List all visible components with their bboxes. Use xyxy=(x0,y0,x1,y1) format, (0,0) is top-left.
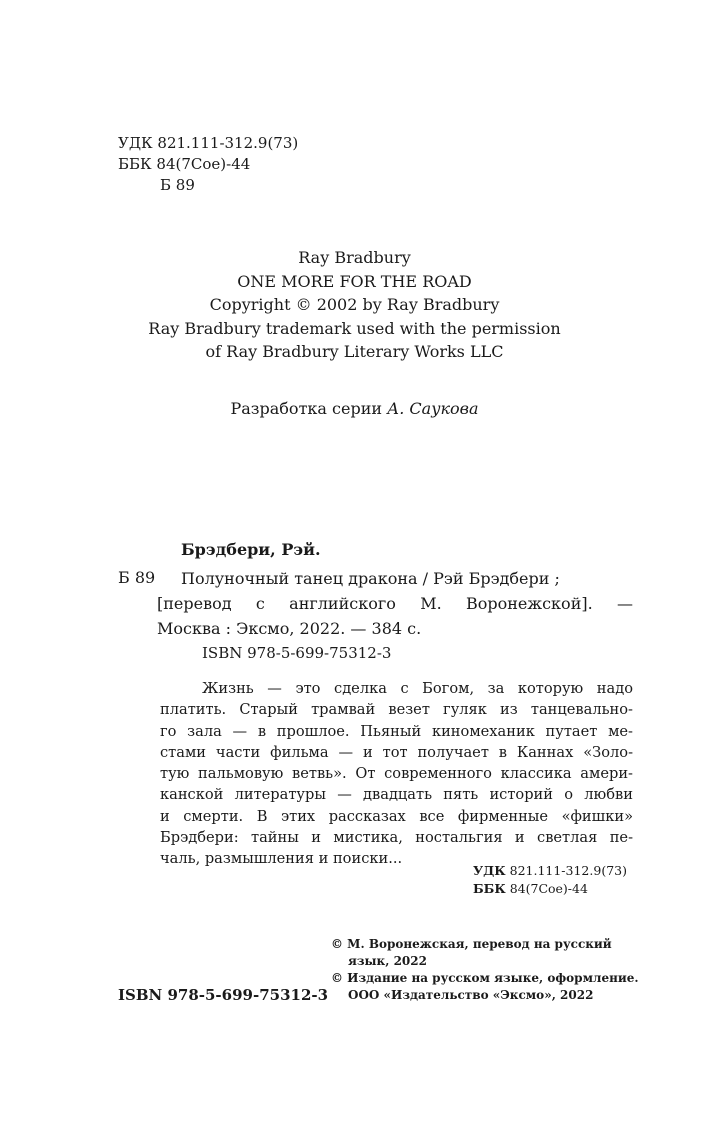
author-en: Ray Bradbury xyxy=(298,248,411,267)
trademark-line-2: of Ray Bradbury Literary Works LLC xyxy=(205,342,504,361)
footer-udk xyxy=(473,862,627,880)
catalog-author: Брэдбери, Рэй. xyxy=(181,540,321,559)
footer-udk-value: 821.111-312.9(73) xyxy=(505,863,627,878)
annotation-line: канской литературы — двадцать пять историй о любви xyxy=(160,786,633,804)
copyright-line: Copyright © 2002 by Ray Bradbury xyxy=(209,295,500,314)
biblio-line-1: Полуночный танец дракона / Рэй Брэдбери ; xyxy=(181,569,560,588)
footer-bbk-label: ББК xyxy=(473,881,506,896)
copyright-notices xyxy=(331,936,639,1004)
series-label: Разработка серии xyxy=(230,398,388,418)
footer-udk-label: УДК xyxy=(473,863,506,878)
title-en: ONE MORE FOR THE ROAD xyxy=(237,271,472,291)
annotation-line: чаль, размышления и поиски... xyxy=(160,850,403,868)
bbk-code: ББК 84(7Сое)-44 xyxy=(118,155,251,173)
udk-code: УДК 821.111-312.9(73) xyxy=(118,134,299,152)
series-designer: А. Саукова xyxy=(387,398,479,418)
edition-copyright-cont: ООО «Издательство «Эксмо», 2022 xyxy=(348,988,594,1002)
translation-copyright-cont: язык, 2022 xyxy=(348,954,427,968)
trademark-line-1: Ray Bradbury trademark used with the permission xyxy=(148,318,561,338)
catalog-index: Б 89 xyxy=(118,568,156,587)
bottom-isbn: ISBN 978-5-699-75312-3 xyxy=(118,986,329,1004)
bibliographic-record xyxy=(157,566,633,641)
footer-bbk xyxy=(473,880,627,898)
author-index: Б 89 xyxy=(160,176,195,194)
original-credits xyxy=(0,246,709,420)
edition-copyright: © Издание на русском языке, оформление. xyxy=(331,971,639,985)
annotation-line: стами части фильма — и тот получает в Каннах «Золо- xyxy=(160,743,633,761)
biblio-line-2: [перевод с английского М. Воронежской]. — xyxy=(157,594,633,613)
annotation-line: платить. Старый трамвай везет гуляк из танцевально- xyxy=(160,701,633,719)
annotation-line: и смерти. В этих рассказах все фирменные «фишки» xyxy=(160,807,633,825)
catalog-isbn: ISBN 978-5-699-75312-3 xyxy=(202,644,392,662)
translation-copyright: © М. Воронежская, перевод на русский xyxy=(331,937,612,951)
biblio-line-3: Москва : Эксмо, 2022. — 384 с. xyxy=(157,619,422,638)
annotation-line: тую пальмовую ветвь». От современного классика амери- xyxy=(160,765,633,783)
annotation-line: Брэдбери: тайны и мистика, ностальгия и светлая пе- xyxy=(160,829,633,847)
header-codes xyxy=(118,133,298,196)
series-design xyxy=(0,397,709,421)
annotation xyxy=(160,678,633,870)
annotation-line: го зала — в прошлое. Пьяный киномеханик путает ме- xyxy=(160,722,633,740)
footer-codes xyxy=(473,862,627,898)
footer-bbk-value: 84(7Сое)-44 xyxy=(505,881,588,896)
annotation-line: Жизнь — это сделка с Богом, за которую надо xyxy=(202,680,633,697)
